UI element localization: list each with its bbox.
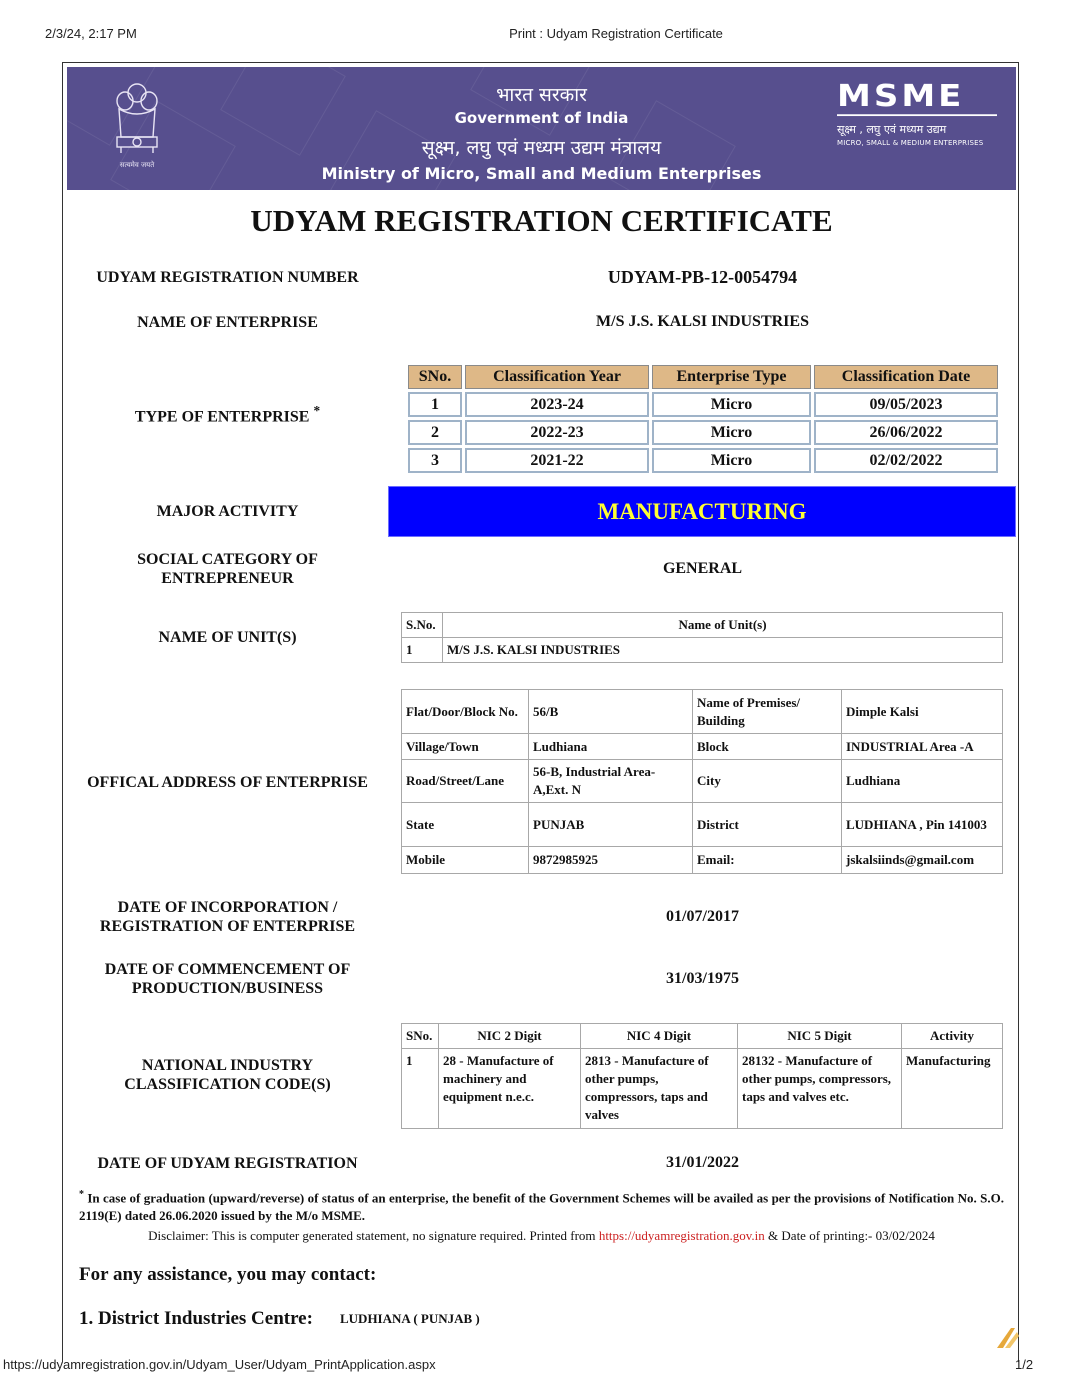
assistance-heading: For any assistance, you may contact: xyxy=(79,1264,377,1285)
banner-ministry: Ministry of Micro, Small and Medium Enterprises xyxy=(321,164,762,183)
registration-number-label: UDYAM REGISTRATION NUMBER xyxy=(96,269,359,286)
address-field-label: Village/Town xyxy=(402,734,529,760)
nic-cell: Manufacturing xyxy=(902,1049,1003,1129)
classification-cell: 1 xyxy=(408,392,462,417)
address-field-value: 56/B xyxy=(529,690,693,734)
dic-value: LUDHIANA ( PUNJAB ) xyxy=(340,1311,480,1326)
address-field-label: City xyxy=(693,760,842,803)
classification-cell: 26/06/2022 xyxy=(814,420,998,445)
table-row xyxy=(408,448,998,473)
certificate-title: UDYAM REGISTRATION CERTIFICATE xyxy=(250,203,833,238)
msme-logo-english: MICRO, SMALL & MEDIUM ENTERPRISES xyxy=(837,139,984,147)
table-row xyxy=(402,1049,1003,1129)
social-category-value: GENERAL xyxy=(662,560,743,577)
incorporation-label: DATE OF INCORPORATION / REGISTRATION OF ENTERPRISE xyxy=(99,899,356,935)
incorporation-date: 01/07/2017 xyxy=(666,908,739,925)
udyam-date-value: 31/01/2022 xyxy=(666,1154,739,1171)
emblem-motto: सत्यमेव जयते xyxy=(119,161,155,169)
print-url: https://udyamregistration.gov.in/Udyam_User/Udyam_PrintApplication.aspx xyxy=(3,1357,436,1372)
address-field-label: Name of Premises/ Building xyxy=(693,690,842,734)
nic-cell: 1 xyxy=(402,1049,439,1129)
address-field-label: Road/Street/Lane xyxy=(402,760,529,803)
address-field-value: Dimple Kalsi xyxy=(842,690,1003,734)
units-header: Name of Unit(s) xyxy=(443,613,1003,638)
enterprise-type-label xyxy=(75,401,380,426)
disclaimer-suffix: & Date of printing:- 03/02/2024 xyxy=(768,1228,935,1243)
units-cell: M/S J.S. KALSI INDUSTRIES xyxy=(443,638,1003,663)
address-field-label: State xyxy=(402,803,529,847)
graduation-footnote xyxy=(79,1186,1004,1225)
enterprise-name-label: NAME OF ENTERPRISE xyxy=(137,314,318,331)
major-activity-value: MANUFACTURING xyxy=(388,486,1016,537)
address-field-label: Email: xyxy=(693,847,842,874)
commencement-label: DATE OF COMMENCEMENT OF PRODUCTION/BUSINESS xyxy=(104,961,351,997)
table-row xyxy=(402,734,1003,760)
print-datetime: 2/3/24, 2:17 PM xyxy=(45,26,137,41)
commencement-date: 31/03/1975 xyxy=(666,970,739,987)
units-label: NAME OF UNIT(S) xyxy=(158,629,297,646)
table-row xyxy=(402,847,1003,874)
address-table xyxy=(401,689,1003,874)
address-field-label: Flat/Door/Block No. xyxy=(402,690,529,734)
print-page-title: Print : Udyam Registration Certificate xyxy=(509,26,723,41)
classification-header: Enterprise Type xyxy=(652,365,811,389)
registration-number-value: UDYAM-PB-12-0054794 xyxy=(607,267,798,287)
table-row xyxy=(402,803,1003,847)
table-row xyxy=(402,690,1003,734)
units-header: S.No. xyxy=(402,613,443,638)
msme-logo xyxy=(837,79,997,147)
address-field-value: LUDHIANA , Pin 141003 xyxy=(842,803,1003,847)
classification-header: Classification Year xyxy=(465,365,649,389)
nic-label: NATIONAL INDUSTRY CLASSIFICATION CODE(S) xyxy=(124,1057,331,1093)
social-category-label: SOCIAL CATEGORY OF ENTREPRENEUR xyxy=(137,551,318,587)
classification-cell: 2 xyxy=(408,420,462,445)
disclaimer xyxy=(79,1228,1004,1244)
table-row xyxy=(402,760,1003,803)
banner-hindi-govt: भारत सरकार xyxy=(496,84,587,106)
nic-cell: 28 - Manufacture of machinery and equipment n.e.c. xyxy=(439,1049,581,1129)
nic-header: SNo. xyxy=(402,1024,439,1049)
major-activity-label: MAJOR ACTIVITY xyxy=(156,503,299,520)
classification-header: Classification Date xyxy=(814,365,998,389)
address-field-label: District xyxy=(693,803,842,847)
units-cell: 1 xyxy=(402,638,443,663)
table-row xyxy=(408,420,998,445)
address-field-value: Ludhiana xyxy=(529,734,693,760)
address-field-value: Ludhiana xyxy=(842,760,1003,803)
address-field-value: 56-B, Industrial Area-A,Ext. N xyxy=(529,760,693,803)
units-header-row xyxy=(402,613,1003,638)
classification-cell: Micro xyxy=(652,448,811,473)
banner-hindi-ministry: सूक्ष्म, लघु एवं मध्यम उद्यम मंत्रालय xyxy=(421,137,662,159)
enterprise-type-label-text: TYPE OF ENTERPRISE xyxy=(134,408,310,426)
corner-stripe-icon xyxy=(997,1322,1019,1348)
nic-header: Activity xyxy=(902,1024,1003,1049)
government-banner xyxy=(67,67,1016,190)
address-field-value: PUNJAB xyxy=(529,803,693,847)
udyam-date-label: DATE OF UDYAM REGISTRATION xyxy=(97,1155,358,1172)
nic-header: NIC 4 Digit xyxy=(581,1024,738,1049)
classification-header-row xyxy=(408,365,998,389)
udyam-portal-link[interactable]: https://udyamregistration.gov.in xyxy=(598,1228,765,1243)
classification-cell: 02/02/2022 xyxy=(814,448,998,473)
nic-header: NIC 2 Digit xyxy=(439,1024,581,1049)
footnote-asterisk: * xyxy=(79,1189,84,1200)
units-table xyxy=(401,612,1003,663)
classification-cell: 3 xyxy=(408,448,462,473)
classification-cell: 2021-22 xyxy=(465,448,649,473)
classification-cell: 2023-24 xyxy=(465,392,649,417)
table-row xyxy=(408,392,998,417)
classification-cell: Micro xyxy=(652,392,811,417)
nic-cell: 2813 - Manufacture of other pumps, compressors, taps and valves xyxy=(581,1049,738,1129)
address-field-label: Block xyxy=(693,734,842,760)
classification-cell: 2022-23 xyxy=(465,420,649,445)
nic-header: NIC 5 Digit xyxy=(738,1024,902,1049)
print-page-number: 1/2 xyxy=(1015,1357,1034,1372)
dic-label: 1. District Industries Centre: xyxy=(79,1308,313,1329)
address-field-value: INDUSTRIAL Area -A xyxy=(842,734,1003,760)
banner-govt-of-india: Government of India xyxy=(454,109,629,127)
msme-logo-word: MSME xyxy=(837,81,997,116)
msme-logo-hindi: सूक्ष्म , लघु एवं मध्यम उद्यम xyxy=(837,123,947,136)
nic-cell: 28132 - Manufacture of other pumps, compressors, taps and valves etc. xyxy=(738,1049,902,1129)
classification-header: SNo. xyxy=(408,365,462,389)
address-field-value: jskalsiinds@gmail.com xyxy=(842,847,1003,874)
enterprise-type-asterisk: * xyxy=(313,403,321,418)
nic-header-row xyxy=(402,1024,1003,1049)
address-label: OFFICAL ADDRESS OF ENTERPRISE xyxy=(87,774,368,791)
classification-cell: Micro xyxy=(652,420,811,445)
table-row xyxy=(402,638,1003,663)
nic-table xyxy=(401,1023,1003,1129)
classification-table xyxy=(405,362,1001,476)
enterprise-name-value: M/S J.S. KALSI INDUSTRIES xyxy=(596,313,809,330)
classification-cell: 09/05/2023 xyxy=(814,392,998,417)
address-field-value: 9872985925 xyxy=(529,847,693,874)
disclaimer-prefix: Disclaimer: This is computer generated statement, no signature required. Printed from xyxy=(148,1228,596,1243)
footnote-text: In case of graduation (upward/reverse) of status of an enterprise, the benefit of the Government Schemes will be availed as per the provisions of Notification No. S.O. 2119(E) dated 26.06.2020 issued by the M/o MSME. xyxy=(79,1190,1004,1224)
address-field-label: Mobile xyxy=(402,847,529,874)
